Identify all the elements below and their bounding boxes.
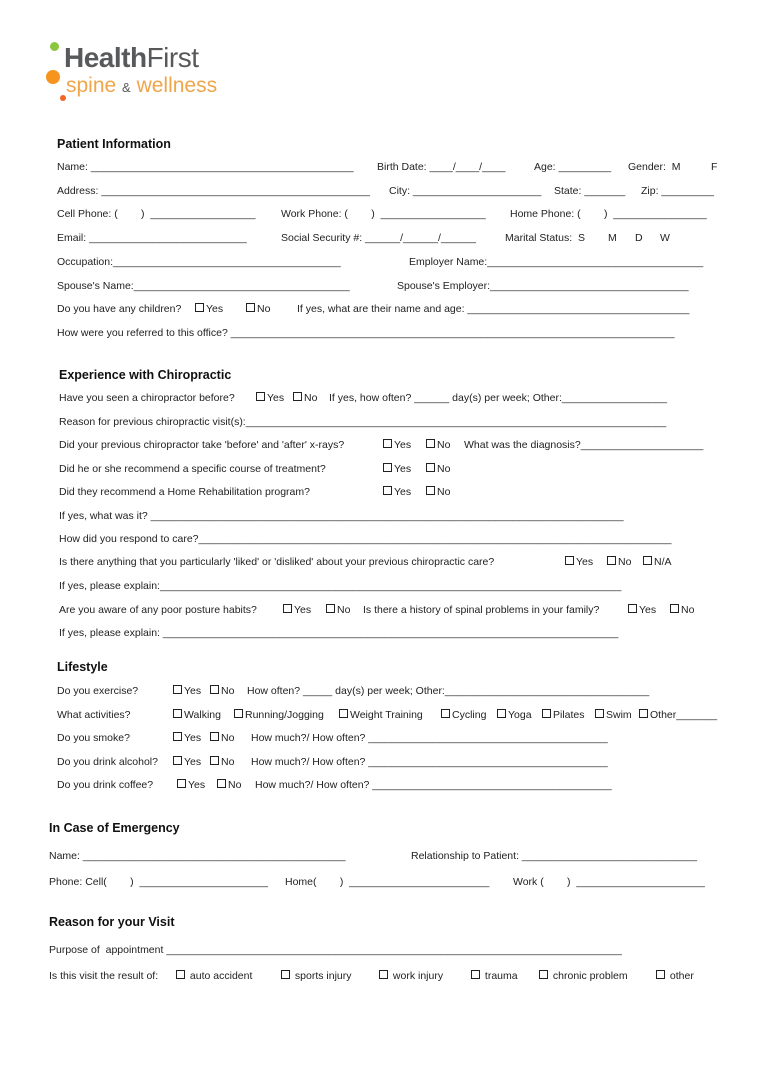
other-activity-checkbox[interactable] bbox=[639, 708, 717, 722]
work-phone-field[interactable]: Work Phone: ( ) __________________ bbox=[281, 208, 486, 220]
spinal-history-yes-checkbox[interactable] bbox=[628, 603, 656, 617]
chiro-row-home-rehab bbox=[59, 485, 739, 499]
checkbox-icon bbox=[217, 779, 226, 788]
checkbox-label: Pilates bbox=[553, 709, 585, 721]
checkbox-label: Yes bbox=[394, 463, 412, 475]
checkbox-icon bbox=[497, 709, 506, 718]
checkbox-icon bbox=[293, 392, 302, 401]
posture-no-checkbox[interactable] bbox=[326, 603, 350, 617]
cycling-checkbox[interactable] bbox=[441, 708, 486, 722]
checkbox-label: No bbox=[304, 392, 318, 404]
chronic-problem-checkbox[interactable] bbox=[539, 969, 628, 983]
other-reason-checkbox[interactable] bbox=[656, 969, 694, 983]
logo-health: Health bbox=[64, 42, 147, 73]
social-security-field[interactable]: Social Security #: ______/______/______ bbox=[281, 232, 476, 244]
email-field[interactable]: Email: ___________________________ bbox=[57, 232, 247, 244]
age-field[interactable]: Age: _________ bbox=[534, 161, 612, 173]
checkbox-label: No bbox=[337, 604, 351, 616]
emergency-work-field[interactable]: Work ( ) ______________________ bbox=[513, 876, 705, 888]
emergency-cell-field[interactable]: Phone: Cell( ) ______________________ bbox=[49, 876, 268, 888]
spouse-employer-field[interactable]: Spouse's Employer:__________________________________ bbox=[397, 280, 689, 292]
section-title-lifestyle: Lifestyle bbox=[57, 660, 108, 674]
chiro-row-explain-2 bbox=[59, 626, 739, 640]
posture-yes-checkbox[interactable] bbox=[283, 603, 311, 617]
patient-row-name bbox=[57, 160, 737, 174]
children-question: Do you have any children? bbox=[57, 303, 182, 315]
section-title-experience-chiropractic: Experience with Chiropractic bbox=[59, 368, 232, 382]
checkbox-icon bbox=[246, 303, 255, 312]
emergency-row-name bbox=[49, 849, 739, 863]
lifestyle-row-coffee bbox=[57, 778, 747, 792]
alcohol-question: Do you drink alcohol? bbox=[57, 756, 158, 768]
checkbox-label: Walking bbox=[184, 709, 221, 721]
patient-row-occupation bbox=[57, 255, 737, 269]
checkbox-label: Weight Training bbox=[350, 709, 423, 721]
patient-row-phones bbox=[57, 207, 737, 221]
checkbox-icon bbox=[177, 779, 186, 788]
liked-no-checkbox[interactable] bbox=[607, 555, 631, 569]
coffee-no-checkbox[interactable] bbox=[217, 778, 241, 792]
trauma-checkbox[interactable] bbox=[471, 969, 518, 983]
checkbox-icon bbox=[210, 732, 219, 741]
diagnosis-field[interactable]: What was the diagnosis?_____________________ bbox=[464, 439, 704, 451]
liked-disliked-question: Is there anything that you particularly 'liked' or 'disliked' about your previous chiropractic care? bbox=[59, 556, 495, 568]
coffee-question: Do you drink coffee? bbox=[57, 779, 154, 791]
checkbox-icon bbox=[565, 556, 574, 565]
checkbox-label: No bbox=[257, 303, 271, 315]
relationship-field[interactable]: Relationship to Patient: ______________________________ bbox=[411, 850, 698, 862]
course-no-checkbox[interactable] bbox=[426, 462, 450, 476]
alcohol-no-checkbox[interactable] bbox=[210, 755, 234, 769]
checkbox-icon bbox=[173, 756, 182, 765]
checkbox-icon bbox=[441, 709, 450, 718]
checkbox-label: Yes bbox=[576, 556, 594, 568]
chiro-row-response bbox=[59, 532, 739, 546]
checkbox-label: No bbox=[618, 556, 632, 568]
reason-row-result-of bbox=[49, 969, 739, 983]
lifestyle-row-exercise bbox=[57, 684, 747, 698]
care-response-field[interactable]: How did you respond to care?_________________________________________________________________________________ bbox=[59, 533, 672, 545]
xrays-no-checkbox[interactable] bbox=[426, 438, 450, 452]
checkbox-label: No bbox=[437, 486, 451, 498]
auto-accident-checkbox[interactable] bbox=[176, 969, 252, 983]
checkbox-icon bbox=[628, 604, 637, 613]
checkbox-icon bbox=[256, 392, 265, 401]
checkbox-icon bbox=[210, 756, 219, 765]
checkbox-label: trauma bbox=[484, 970, 518, 982]
liked-na-checkbox[interactable] bbox=[643, 555, 672, 569]
checkbox-icon bbox=[234, 709, 243, 718]
marital-status-option-s[interactable]: Marital Status: S bbox=[505, 232, 585, 244]
checkbox-icon bbox=[639, 709, 648, 718]
checkbox-label: Yes bbox=[394, 439, 412, 451]
emergency-row-phones bbox=[49, 875, 739, 889]
city-field[interactable]: City: ______________________ bbox=[389, 185, 542, 197]
checkbox-label: No bbox=[681, 604, 695, 616]
logo-orange-dot bbox=[46, 70, 60, 84]
checkbox-label: No bbox=[437, 439, 451, 451]
occupation-field[interactable]: Occupation:_______________________________________ bbox=[57, 256, 341, 268]
chiro-row-liked-disliked bbox=[59, 555, 739, 569]
logo-subtitle bbox=[66, 74, 217, 98]
zip-field[interactable]: Zip: _________ bbox=[641, 185, 714, 197]
lifestyle-row-alcohol bbox=[57, 755, 747, 769]
name-field[interactable]: Name: _____________________________________________ bbox=[57, 161, 354, 173]
smoke-yes-checkbox[interactable] bbox=[173, 731, 201, 745]
checkbox-icon bbox=[281, 970, 290, 979]
checkbox-icon bbox=[379, 970, 388, 979]
checkbox-icon bbox=[426, 463, 435, 472]
previous-visit-reason-field[interactable]: Reason for previous chiropractic visit(s):________________________________________________________________________ bbox=[59, 416, 667, 428]
logo-first: First bbox=[146, 42, 199, 73]
checkbox-label: Yes bbox=[267, 392, 285, 404]
xrays-question: Did your previous chiropractor take 'before' and 'after' x-rays? bbox=[59, 439, 345, 451]
smoke-frequency-field[interactable]: How much?/ How often? _________________________________________ bbox=[251, 732, 608, 744]
section-title-patient-information: Patient Information bbox=[57, 137, 171, 151]
home-phone-field[interactable]: Home Phone: ( ) ________________ bbox=[510, 208, 707, 220]
patient-row-children bbox=[57, 302, 737, 316]
liked-yes-checkbox[interactable] bbox=[565, 555, 593, 569]
checkbox-label: other bbox=[669, 970, 694, 982]
activities-question: What activities? bbox=[57, 709, 131, 721]
patient-row-spouse bbox=[57, 279, 737, 293]
patient-row-referred bbox=[57, 326, 737, 340]
coffee-frequency-field[interactable]: How much?/ How often? _________________________________________ bbox=[255, 779, 612, 791]
referred-field[interactable]: How were you referred to this office? ____________________________________________________________________________ bbox=[57, 327, 675, 339]
section-title-reason-for-visit: Reason for your Visit bbox=[49, 915, 175, 929]
home-rehab-detail-field[interactable]: If yes, what was it? _________________________________________________________________________________ bbox=[59, 510, 624, 522]
checkbox-icon bbox=[195, 303, 204, 312]
checkbox-label: Yes bbox=[206, 303, 224, 315]
smoke-no-checkbox[interactable] bbox=[210, 731, 234, 745]
posture-explain-field[interactable]: If yes, please explain: ______________________________________________________________________________ bbox=[59, 627, 619, 639]
reason-row-purpose bbox=[49, 943, 739, 957]
checkbox-label: Yes bbox=[639, 604, 657, 616]
checkbox-label: Other_______ bbox=[650, 709, 718, 721]
emergency-name-field[interactable]: Name: _____________________________________________ bbox=[49, 850, 346, 862]
checkbox-label: work injury bbox=[392, 970, 444, 982]
xrays-yes-checkbox[interactable] bbox=[383, 438, 411, 452]
spinal-history-question: Is there a history of spinal problems in your family? bbox=[363, 604, 600, 616]
marital-status-option-w[interactable]: W bbox=[660, 232, 670, 244]
checkbox-label: chronic problem bbox=[552, 970, 628, 982]
checkbox-icon bbox=[539, 970, 548, 979]
posture-habits-question: Are you aware of any poor posture habits? bbox=[59, 604, 257, 616]
checkbox-label: Yes bbox=[188, 779, 206, 791]
exercise-no-checkbox[interactable] bbox=[210, 684, 234, 698]
section-title-emergency: In Case of Emergency bbox=[49, 821, 180, 835]
logo-wellness: wellness bbox=[136, 74, 218, 97]
logo-spine: spine bbox=[66, 74, 117, 97]
home-rehab-question: Did they recommend a Home Rehabilitation program? bbox=[59, 486, 310, 498]
checkbox-icon bbox=[210, 685, 219, 694]
checkbox-icon bbox=[283, 604, 292, 613]
children-no-checkbox[interactable] bbox=[246, 302, 270, 316]
checkbox-icon bbox=[383, 463, 392, 472]
checkbox-icon bbox=[326, 604, 335, 613]
chiro-row-explain-1 bbox=[59, 579, 739, 593]
logo-title bbox=[64, 42, 199, 74]
visit-result-question: Is this visit the result of: bbox=[49, 970, 159, 982]
checkbox-label: auto accident bbox=[189, 970, 253, 982]
checkbox-label: N/A bbox=[654, 556, 672, 568]
employer-name-field[interactable]: Employer Name:_____________________________________ bbox=[409, 256, 704, 268]
checkbox-label: Swim bbox=[606, 709, 632, 721]
pilates-checkbox[interactable] bbox=[542, 708, 585, 722]
chiro-row-what-was-it bbox=[59, 509, 739, 523]
checkbox-icon bbox=[542, 709, 551, 718]
course-yes-checkbox[interactable] bbox=[383, 462, 411, 476]
checkbox-icon bbox=[471, 970, 480, 979]
checkbox-icon bbox=[176, 970, 185, 979]
swim-checkbox[interactable] bbox=[595, 708, 632, 722]
checkbox-label: Yes bbox=[294, 604, 312, 616]
seen-before-no-checkbox[interactable] bbox=[293, 391, 317, 405]
sports-injury-checkbox[interactable] bbox=[281, 969, 352, 983]
seen-chiropractor-question: Have you seen a chiropractor before? bbox=[59, 392, 235, 404]
patient-row-address bbox=[57, 184, 737, 198]
checkbox-label: No bbox=[437, 463, 451, 475]
exercise-question: Do you exercise? bbox=[57, 685, 139, 697]
checkbox-icon bbox=[656, 970, 665, 979]
yoga-checkbox[interactable] bbox=[497, 708, 532, 722]
state-field[interactable]: State: _______ bbox=[554, 185, 626, 197]
checkbox-icon bbox=[383, 439, 392, 448]
health-first-logo bbox=[44, 38, 244, 108]
children-yes-checkbox[interactable] bbox=[195, 302, 223, 316]
checkbox-label: Yes bbox=[184, 732, 202, 744]
logo-amp: & bbox=[122, 80, 131, 95]
smoke-question: Do you smoke? bbox=[57, 732, 130, 744]
checkbox-icon bbox=[670, 604, 679, 613]
chiro-row-course bbox=[59, 462, 739, 476]
checkbox-label: No bbox=[221, 756, 235, 768]
exercise-frequency-field[interactable]: How often? _____ day(s) per week; Other:___________________________________ bbox=[247, 685, 650, 697]
checkbox-icon bbox=[173, 732, 182, 741]
checkbox-label: No bbox=[228, 779, 242, 791]
gender-option-f[interactable]: F bbox=[711, 161, 718, 173]
checkbox-icon bbox=[426, 439, 435, 448]
cell-phone-field[interactable]: Cell Phone: ( ) __________________ bbox=[57, 208, 256, 220]
emergency-home-field[interactable]: Home( ) ________________________ bbox=[285, 876, 490, 888]
seen-before-frequency-field[interactable]: If yes, how often? ______ day(s) per week; Other:__________________ bbox=[329, 392, 667, 404]
alcohol-frequency-field[interactable]: How much?/ How often? _________________________________________ bbox=[251, 756, 608, 768]
marital-status-option-d[interactable]: D bbox=[635, 232, 643, 244]
purpose-of-appointment-field[interactable]: Purpose of appointment ______________________________________________________________________________ bbox=[49, 944, 622, 956]
checkbox-label: No bbox=[221, 685, 235, 697]
checkbox-label: sports injury bbox=[294, 970, 352, 982]
walking-checkbox[interactable] bbox=[173, 708, 221, 722]
marital-status-option-m[interactable]: M bbox=[608, 232, 617, 244]
checkbox-label: No bbox=[221, 732, 235, 744]
exercise-yes-checkbox[interactable] bbox=[173, 684, 201, 698]
checkbox-label: Cycling bbox=[452, 709, 487, 721]
coffee-yes-checkbox[interactable] bbox=[177, 778, 205, 792]
running-jogging-checkbox[interactable] bbox=[234, 708, 324, 722]
work-injury-checkbox[interactable] bbox=[379, 969, 443, 983]
checkbox-icon bbox=[595, 709, 604, 718]
checkbox-icon bbox=[426, 486, 435, 495]
checkbox-icon bbox=[607, 556, 616, 565]
patient-row-email bbox=[57, 231, 737, 245]
gender-option-m[interactable]: Gender: M bbox=[628, 161, 681, 173]
chiro-row-seen-before bbox=[59, 391, 739, 405]
spouse-name-field[interactable]: Spouse's Name:_____________________________________ bbox=[57, 280, 350, 292]
course-of-treatment-question: Did he or she recommend a specific course of treatment? bbox=[59, 463, 326, 475]
chiro-row-posture bbox=[59, 603, 739, 617]
lifestyle-row-smoke bbox=[57, 731, 747, 745]
checkbox-icon bbox=[383, 486, 392, 495]
weight-training-checkbox[interactable] bbox=[339, 708, 423, 722]
checkbox-label: Running/Jogging bbox=[245, 709, 324, 721]
alcohol-yes-checkbox[interactable] bbox=[173, 755, 201, 769]
checkbox-icon bbox=[643, 556, 652, 565]
birth-date-field[interactable]: Birth Date: ____/____/____ bbox=[377, 161, 506, 173]
checkbox-icon bbox=[173, 709, 182, 718]
checkbox-icon bbox=[173, 685, 182, 694]
checkbox-label: Yes bbox=[184, 756, 202, 768]
spinal-history-no-checkbox[interactable] bbox=[670, 603, 694, 617]
children-names-field[interactable]: If yes, what are their name and age: ______________________________________ bbox=[297, 303, 690, 315]
chiro-row-xrays bbox=[59, 438, 739, 452]
seen-before-yes-checkbox[interactable] bbox=[256, 391, 284, 405]
logo-green-dot bbox=[50, 42, 59, 51]
address-field[interactable]: Address: ______________________________________________ bbox=[57, 185, 370, 197]
checkbox-label: Yes bbox=[394, 486, 412, 498]
checkbox-label: Yoga bbox=[508, 709, 532, 721]
chiro-row-reason bbox=[59, 415, 739, 429]
checkbox-label: Yes bbox=[184, 685, 202, 697]
home-rehab-yes-checkbox[interactable] bbox=[383, 485, 411, 499]
checkbox-icon bbox=[339, 709, 348, 718]
lifestyle-row-activities bbox=[57, 708, 757, 722]
home-rehab-no-checkbox[interactable] bbox=[426, 485, 450, 499]
liked-explain-field[interactable]: If yes, please explain:_______________________________________________________________________________ bbox=[59, 580, 622, 592]
